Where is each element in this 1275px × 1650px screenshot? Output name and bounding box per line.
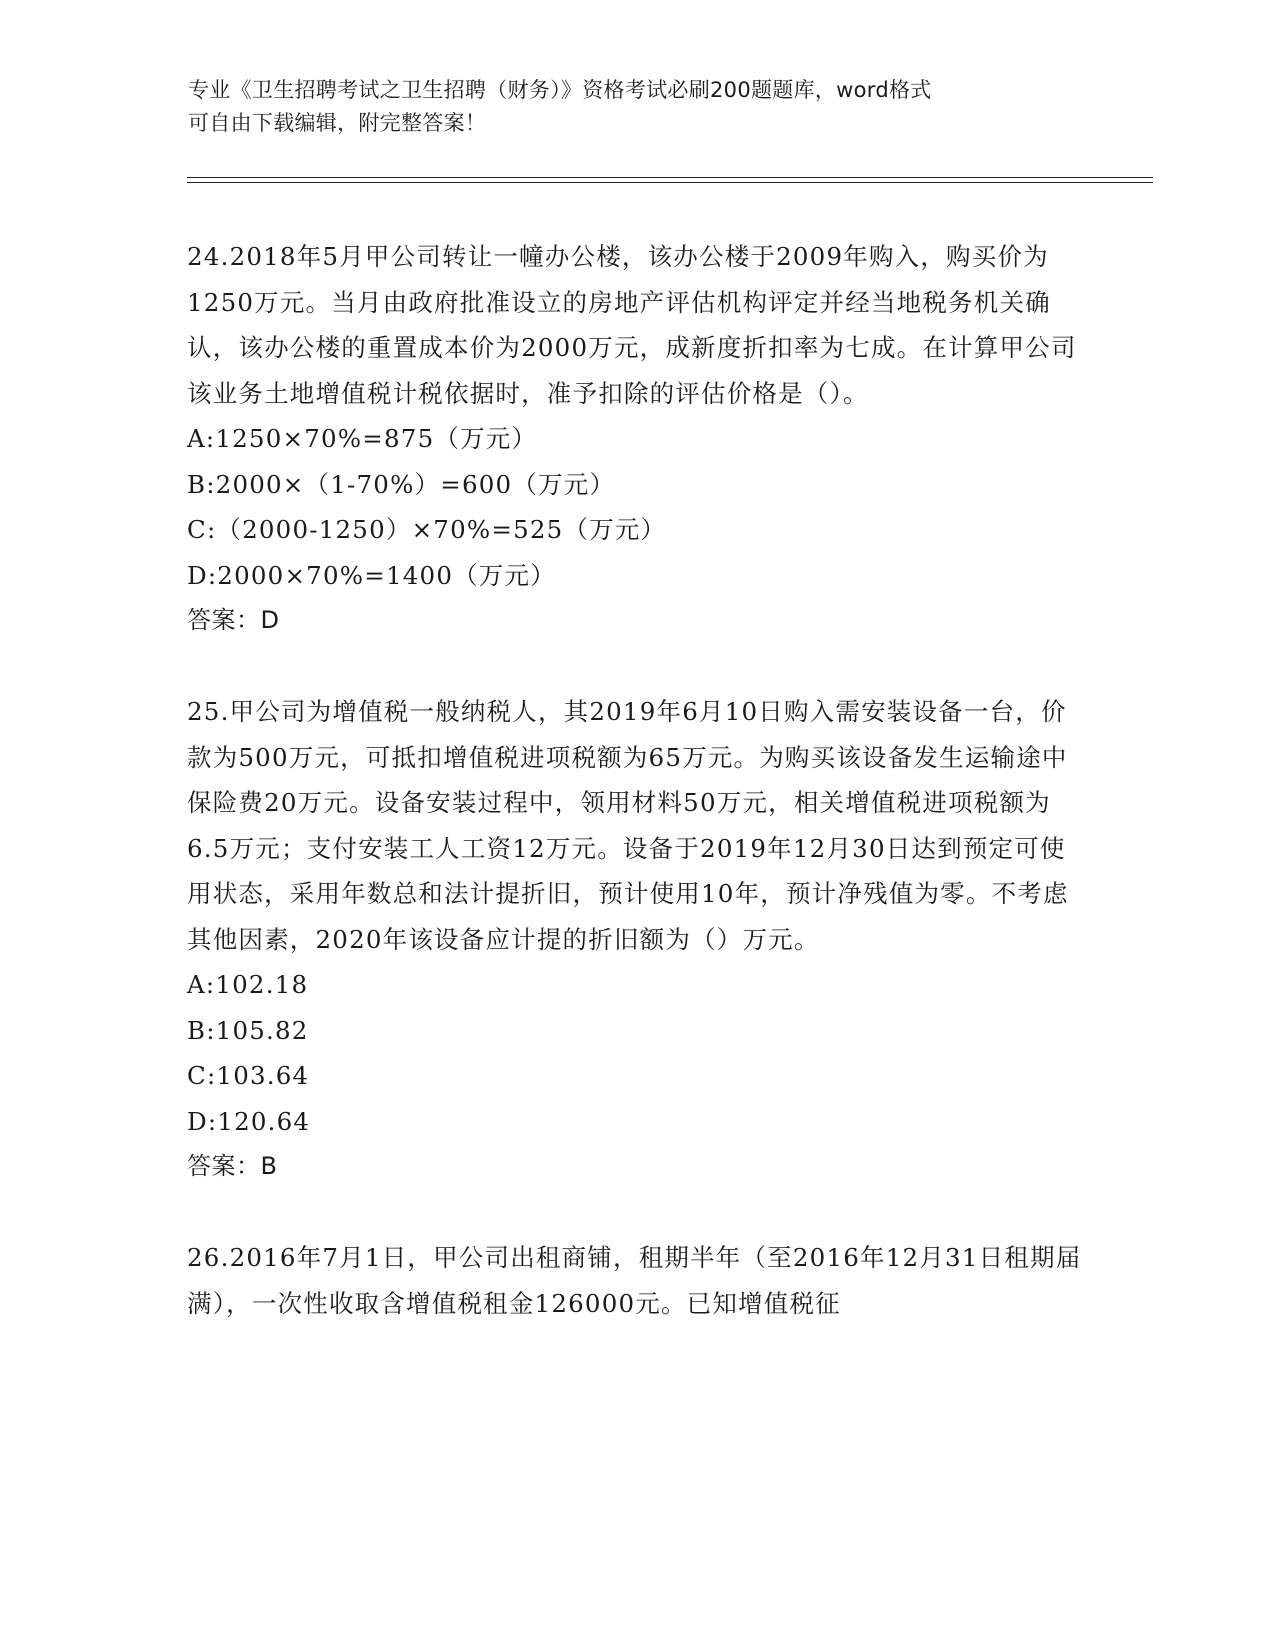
question-24 (187, 234, 1087, 644)
question-stem: 26.2016年7月1日，甲公司出租商铺，租期半年（至2016年12月31日租期届满），一次性收取含增值税租金126000元。已知增值税征 (187, 1243, 1082, 1318)
option-c: C:（2000-1250）×70%=525（万元） (187, 515, 667, 544)
option-b: B:105.82 (187, 1015, 309, 1045)
question-spacer (187, 1190, 1087, 1236)
document-header (188, 74, 1068, 140)
questions-list (187, 234, 1087, 1326)
question-stem: 25.甲公司为增值税一般纳税人，其2019年6月10日购入需安装设备一台，价款为500万元，可抵扣增值税进项税额为65万元。为购买该设备发生运输途中保险费20万元。设备安装过程中，领用材料50万元，相关增值税进项税额为6.5万元；支付安装工人工资12万元。设备于2019年12月30日达到预定可使用状态，采用年数总和法计提折旧，预计使用10年，预计净残值为零。不考虑其他因素，2020年该设备应计提的折旧额为（）万元。 (187, 697, 1069, 954)
question-spacer (187, 644, 1087, 690)
option-a: A:102.18 (187, 970, 309, 999)
option-d: D:2000×70%=1400（万元） (187, 560, 556, 590)
option-b: B:2000×（1-70%）=600（万元） (187, 469, 616, 499)
question-stem: 24.2018年5月甲公司转让一幢办公楼，该办公楼于2009年购入，购买价为1250万元。当月由政府批准设立的房地产评估机构评定并经当地税务机关确认，该办公楼的重置成本价为2000万元，成新度折扣率为七成。在计算甲公司该业务土地增值税计税依据时，准予扣除的评估价格是（）。 (187, 242, 1077, 408)
answer-line: 答案：D (187, 606, 280, 634)
header-rule-bottom (187, 182, 1153, 183)
answer-line: 答案：B (187, 1152, 278, 1180)
option-a: A:1250×70%=875（万元） (187, 424, 538, 453)
option-c: C:103.64 (187, 1061, 310, 1090)
header-rule-top (187, 177, 1153, 178)
question-26 (187, 1235, 1087, 1326)
header-title-line-1: 专业《卫生招聘考试之卫生招聘（财务）》资格考试必刷200题题库，word格式 (188, 78, 932, 102)
question-25 (187, 689, 1087, 1190)
header-title-line-2: 可自由下载编辑，附完整答案！ (188, 111, 487, 135)
option-d: D:120.64 (187, 1106, 311, 1136)
